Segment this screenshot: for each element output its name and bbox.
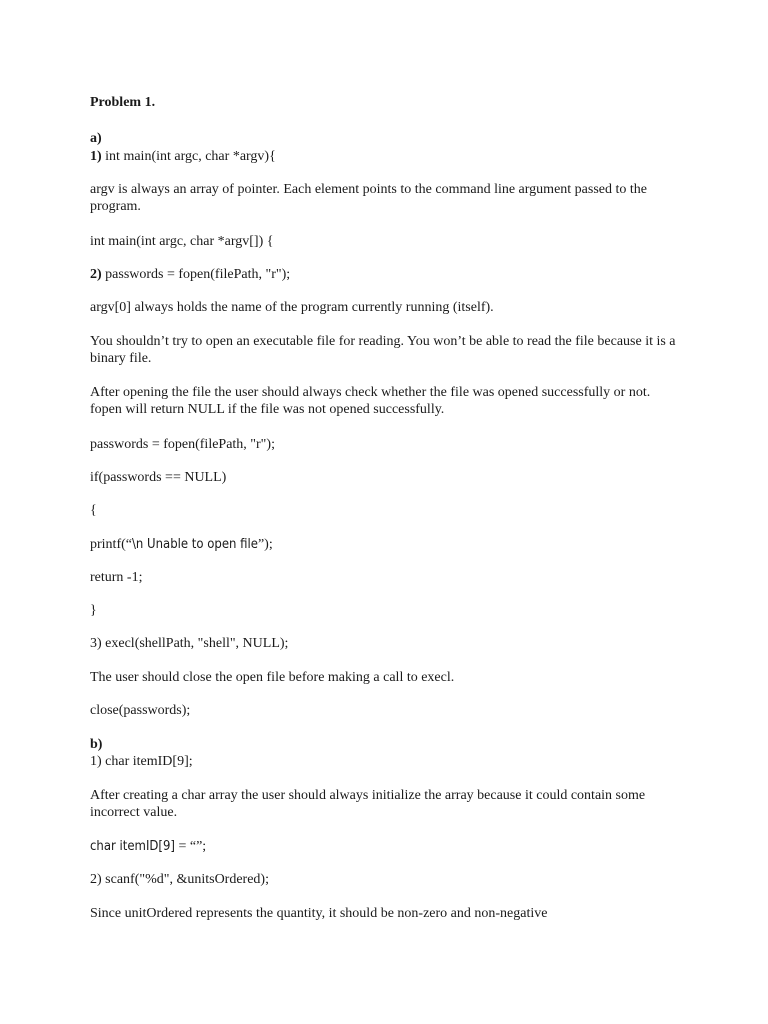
code-open-brace: { — [90, 503, 97, 518]
code-char-init — [90, 838, 206, 855]
code-scanf: 2) scanf("%d", &unitsOrdered); — [90, 872, 269, 887]
argv0-note: argv[0] always holds the name of the program currently running (itself). — [90, 300, 494, 315]
init-array-note: After creating a char array the user should always initialize the array because it could contain some incorrect value. — [90, 788, 646, 820]
close-file-note: The user should close the open file before making a call to execl. — [90, 670, 455, 685]
code-return: return -1; — [90, 570, 143, 585]
code-printf — [90, 536, 273, 553]
code-execl: 3) execl(shellPath, "shell", NULL); — [90, 636, 289, 651]
part-a-item-2 — [90, 266, 290, 283]
part-b-label: b) — [90, 737, 103, 752]
printf-end: ”); — [257, 537, 273, 552]
char-init-end: = “”; — [174, 839, 207, 854]
code-main-signature: int main(int argc, char *argv){ — [101, 149, 276, 164]
printf-message: \n Unable to open file — [131, 537, 258, 552]
printf-start: printf(“ — [90, 537, 132, 552]
code-if-null: if(passwords == NULL) — [90, 470, 227, 485]
code-fopen: passwords = fopen(filePath, "r"); — [101, 267, 291, 282]
part-a-label: a) — [90, 131, 102, 146]
executable-note: You shouldn’t try to open an executable file for reading. You won’t be able to read the file because it is a binary file. — [90, 334, 676, 366]
code-close: close(passwords); — [90, 703, 191, 718]
argv-explanation: argv is always an array of pointer. Each element points to the command line argument passed to the program. — [90, 182, 647, 214]
quantity-note: Since unitOrdered represents the quantity, it should be non-zero and non-negative — [90, 906, 548, 921]
item-number: 1) — [90, 149, 102, 164]
code-main-fixed: int main(int argc, char *argv[]) { — [90, 234, 274, 249]
item-number: 2) — [90, 267, 102, 282]
char-init-start: char itemID[9] — [90, 839, 175, 854]
part-a-item-1 — [90, 148, 276, 165]
check-open-note: After opening the file the user should always check whether the file was opened successfully or not. fopen will return NULL if the file was not opened successfully. — [90, 385, 651, 417]
code-fopen-repeat: passwords = fopen(filePath, "r"); — [90, 437, 275, 452]
code-char-array: 1) char itemID[9]; — [90, 754, 193, 769]
problem-title: Problem 1. — [90, 95, 156, 110]
code-close-brace: } — [90, 603, 97, 618]
